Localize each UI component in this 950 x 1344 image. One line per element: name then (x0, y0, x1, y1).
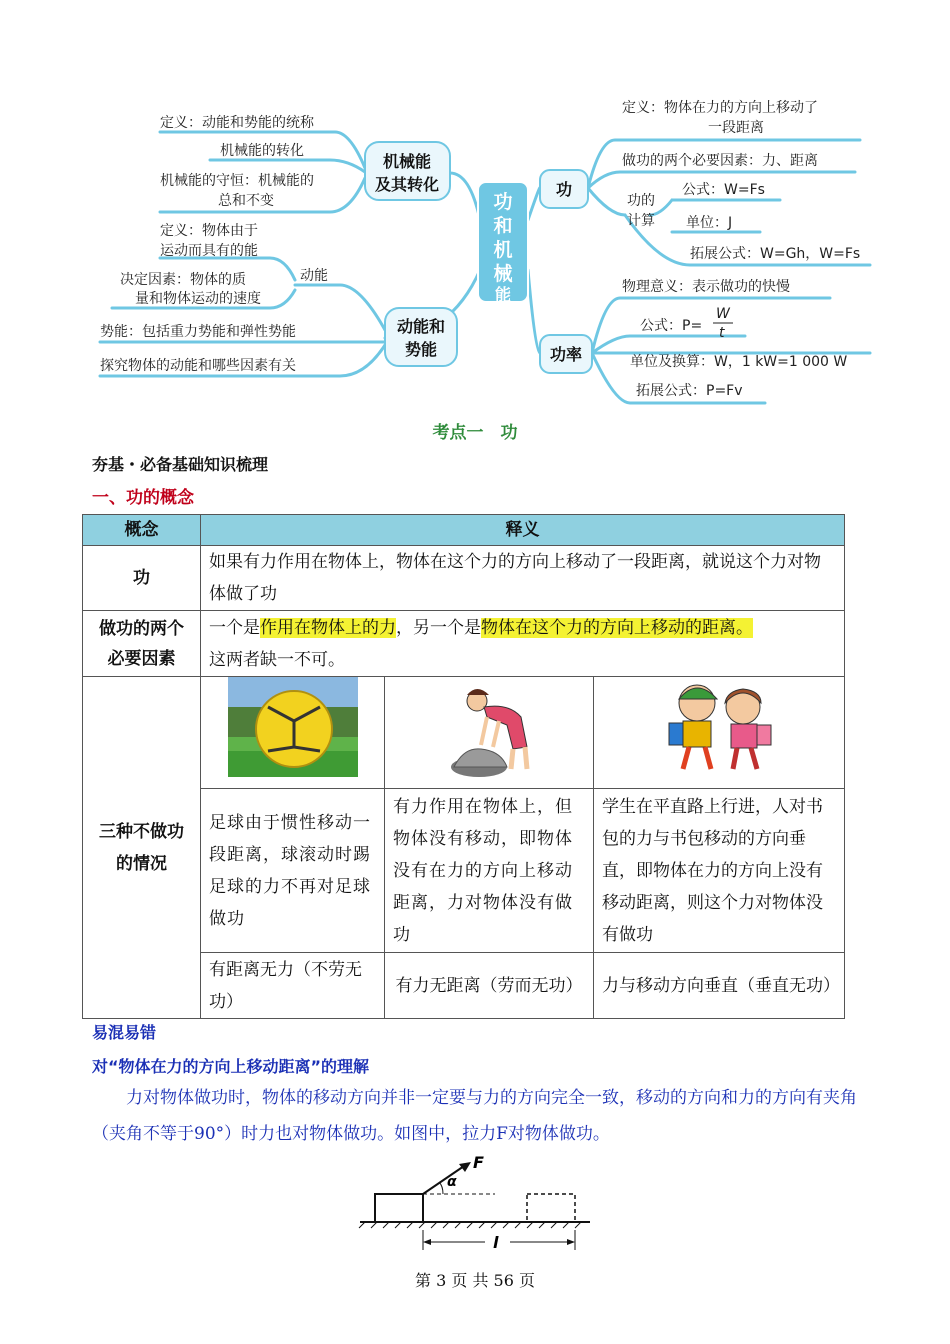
tip-text: 力对物体做功时，物体的移动方向并非一定要与力的方向完全一致，移动的方向和力的方向有夹角（夹角不等于90°）时力也对物体做功。如图中，拉力F对物体做功。 (92, 1088, 857, 1144)
mm-text: 运动而具有的能 (160, 243, 258, 259)
mm-text: 机械能的守恒：机械能的 (160, 173, 314, 189)
mindmap (0, 0, 950, 410)
mm-text: 一段距离 (708, 120, 764, 136)
mm-text: 公式：P= (640, 318, 703, 334)
concept-table (82, 514, 845, 1019)
mm-text: 拓展公式：W=Gh，W=Fs (690, 246, 861, 262)
mm-text: 定义：动能和势能的统称 (160, 115, 314, 131)
pushing-rock-image (409, 677, 569, 777)
mm-text: W (716, 306, 730, 322)
mm-text: 拓展公式：P=Fv (636, 383, 743, 399)
highlight: 物体在这个力的方向上移动的距离。 (481, 617, 753, 638)
football-image (228, 677, 358, 777)
node-label: 动能和 (396, 317, 446, 336)
node-label: 功率 (549, 345, 583, 364)
node-label: 及其转化 (374, 175, 440, 194)
center-char: 功 (493, 191, 513, 213)
mm-text: 计算 (627, 213, 655, 229)
mm-text: 机械能的转化 (220, 143, 304, 159)
angle-label: α (447, 1174, 457, 1190)
students-walking-image (639, 677, 799, 777)
case-label: 有力无距离（劳而无功） (385, 953, 594, 1019)
section-title: 考点一 功 (432, 423, 518, 443)
force-diagram (355, 1152, 595, 1252)
svg-text:和: 和 (493, 215, 513, 237)
node-label: 功 (555, 180, 573, 199)
text: ，另一个是 (396, 617, 481, 638)
node-label: 势能 (404, 340, 438, 359)
block (375, 1194, 423, 1222)
image-cell (201, 677, 385, 789)
subtitle: 夯基・必备基础知识梳理 (92, 455, 269, 474)
text: 一个是 (209, 617, 260, 638)
definition-work: 如果有力作用在物体上，物体在这个力的方向上移动了一段距离，就说这个力对物体做了功 (201, 546, 845, 611)
case-desc: 足球由于惯性移动一段距离，球滚动时踢足球的力不再对足球做功 (201, 789, 385, 953)
mm-text: 单位：J (686, 215, 733, 231)
term-work: 功 (83, 546, 201, 611)
mm-text: t (719, 325, 725, 341)
svg-text:械: 械 (493, 263, 513, 285)
force-label: F (473, 1153, 484, 1172)
case-label: 力与移动方向垂直（垂直无功） (594, 953, 845, 1019)
mm-text: 公式：W=Fs (682, 182, 765, 198)
term-two-factors: 做功的两个必要因素 (83, 611, 201, 677)
mm-text: 功的 (627, 193, 655, 209)
mm-text: 总和不变 (218, 193, 274, 209)
mm-text: 单位及换算：W，1 kW=1 000 W (630, 354, 848, 370)
block-moved (527, 1194, 575, 1222)
mm-text: 探究物体的动能和哪些因素有关 (100, 358, 296, 374)
highlight: 作用在物体上的力 (260, 617, 396, 638)
tip-heading: 易混易错 (92, 1023, 157, 1042)
mm-text: 动能 (300, 268, 328, 284)
case-label: 有距离无力（不劳无功） (201, 953, 385, 1019)
table-header: 释义 (201, 515, 845, 546)
tip-subheading: 对“物体在力的方向上移动距离”的理解 (92, 1057, 370, 1076)
image-cell (594, 677, 845, 789)
mm-text: 做功的两个必要因素：力、距离 (622, 153, 818, 169)
mm-text: 量和物体运动的速度 (135, 291, 261, 307)
node-label: 机械能 (382, 152, 432, 171)
text: 这两者缺一不可。 (209, 649, 345, 670)
page-footer: 第 3 页 共 56 页 (415, 1271, 535, 1290)
svg-text:机: 机 (493, 239, 513, 261)
case-desc: 学生在平直路上行进，人对书包的力与书包移动的方向垂直，即物体在力的方向上没有移动距离，则这个力对物体没有做功 (594, 789, 845, 953)
heading-concept: 一、功的概念 (92, 488, 194, 508)
mm-text: 物理意义：表示做功的快慢 (622, 279, 790, 295)
mm-text: 定义：物体在力的方向上移动了 (622, 100, 818, 116)
svg-text:能: 能 (494, 285, 512, 304)
term-three-cases: 三种不做功的情况 (83, 677, 201, 1019)
mm-text: 势能：包括重力势能和弹性势能 (100, 324, 296, 340)
image-cell (385, 677, 594, 789)
mm-text: 定义：物体由于 (160, 223, 258, 239)
table-header: 概念 (83, 515, 201, 546)
definition-two-factors (201, 611, 845, 677)
case-desc: 有力作用在物体上，但物体没有移动，即物体没有在力的方向上移动距离，力对物体没有做功 (385, 789, 594, 953)
mm-text: 决定因素：物体的质 (120, 272, 246, 288)
distance-label: l (493, 1233, 499, 1252)
